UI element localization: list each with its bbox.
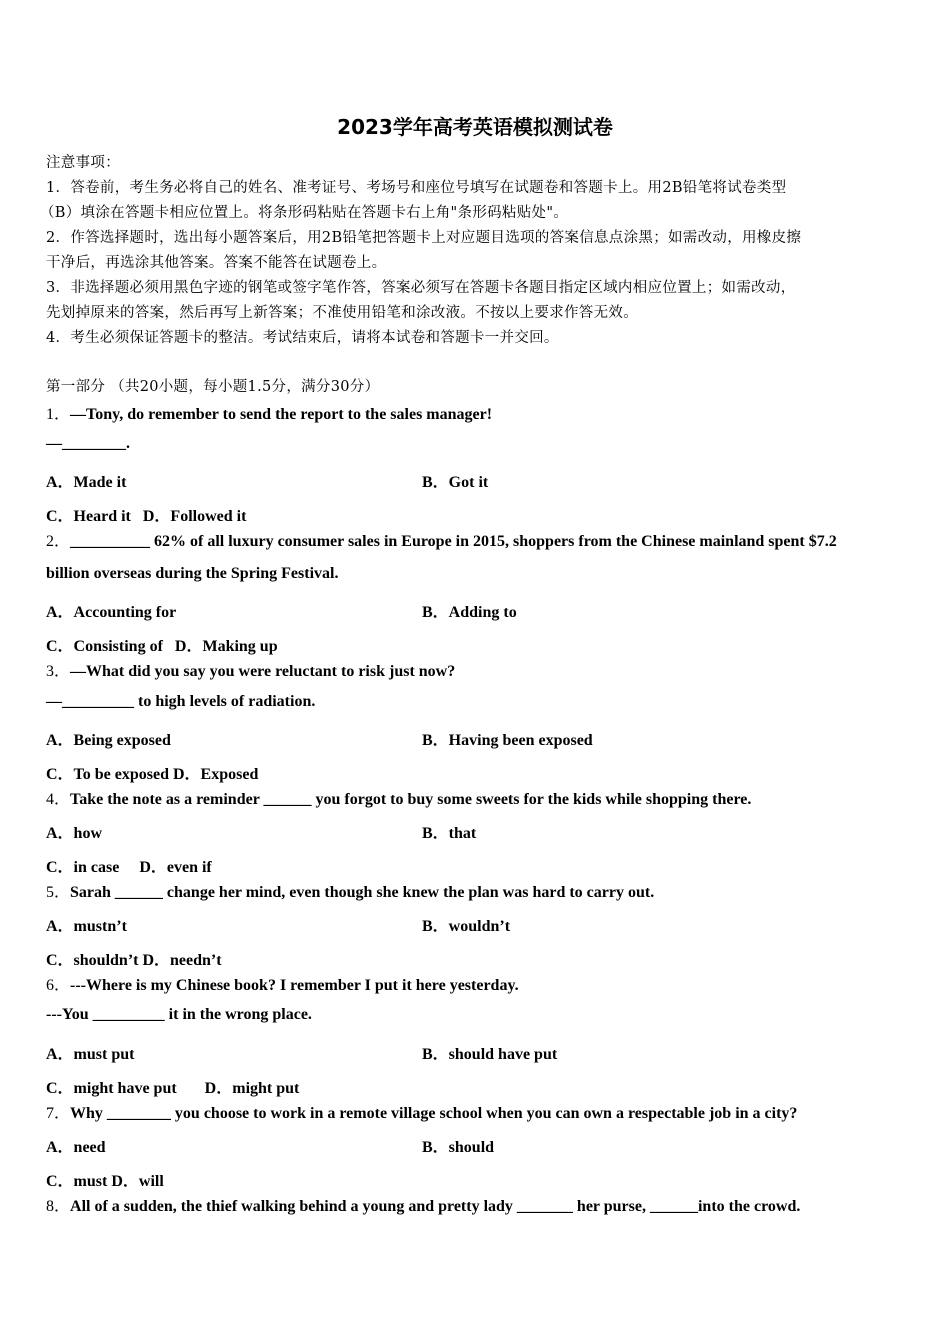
question-stem-line2: ---You _________ it in the wrong place. bbox=[46, 1006, 312, 1023]
question-stem: Sarah ______ change her mind, even though she knew the plan was hard to carry out. bbox=[70, 884, 655, 901]
question-7 bbox=[46, 1100, 797, 1123]
options-cd[interactable]: C．must D．will bbox=[46, 1173, 164, 1190]
options-ab bbox=[46, 820, 896, 843]
question-stem: —Tony, do remember to send the report to the sales manager! bbox=[70, 406, 493, 423]
option-a[interactable]: A．Made it bbox=[46, 474, 127, 491]
question-number: 6． bbox=[46, 977, 71, 994]
notes-line: 4．考生必须保证答题卡的整洁。考试结束后，请将本试卷和答题卡一并交回。 bbox=[46, 330, 559, 346]
option-b[interactable]: B．that bbox=[422, 825, 477, 842]
question-number: 8． bbox=[46, 1198, 71, 1215]
options-cd[interactable]: C．might have put D．might put bbox=[46, 1080, 300, 1097]
option-b[interactable]: B．wouldn’t bbox=[422, 918, 511, 935]
notes-line: （B）填涂在答题卡相应位置上。将条形码粘贴在答题卡右上角"条形码粘贴处"。 bbox=[40, 205, 569, 221]
notes-heading: 注意事项： bbox=[46, 155, 120, 171]
question-8 bbox=[46, 1193, 800, 1216]
option-b[interactable]: B．Having been exposed bbox=[422, 732, 593, 749]
question-number: 3． bbox=[46, 663, 71, 680]
option-a[interactable]: A．need bbox=[46, 1139, 106, 1156]
options-ab bbox=[46, 1041, 896, 1064]
question-5 bbox=[46, 879, 654, 902]
question-4 bbox=[46, 786, 751, 809]
question-number: 1． bbox=[46, 406, 71, 423]
option-a[interactable]: A．must put bbox=[46, 1046, 135, 1063]
option-b[interactable]: B．Got it bbox=[422, 474, 489, 491]
option-b[interactable]: B．Adding to bbox=[422, 604, 517, 621]
options-ab bbox=[46, 1134, 896, 1157]
options-cd[interactable]: C．Consisting of D．Making up bbox=[46, 638, 278, 655]
options-cd[interactable]: C．shouldn’t D．needn’t bbox=[46, 952, 222, 969]
notes-line: 3．非选择题必须用黑色字迹的钢笔或签字笔作答，答案必须写在答题卡各题目指定区域内相应位置上；如需改动， bbox=[46, 280, 796, 296]
question-1 bbox=[46, 401, 492, 424]
question-stem: All of a sudden, the thief walking behind a young and pretty lady _______ her purse, ______into the crowd. bbox=[70, 1198, 801, 1215]
question-stem: ---Where is my Chinese book? I remember I put it here yesterday. bbox=[70, 977, 519, 994]
question-3 bbox=[46, 658, 455, 681]
option-b[interactable]: B．should have put bbox=[422, 1046, 558, 1063]
question-stem-line2: —________. bbox=[46, 435, 130, 452]
question-number: 2． bbox=[46, 533, 71, 550]
options-ab bbox=[46, 599, 896, 622]
options-cd[interactable]: C．Heard it D．Followed it bbox=[46, 508, 247, 525]
question-number: 4． bbox=[46, 791, 71, 808]
notes-line: 1．答卷前，考生务必将自己的姓名、准考证号、考场号和座位号填写在试题卷和答题卡上。用2B铅笔将试卷类型 bbox=[46, 180, 787, 196]
question-stem: Why ________ you choose to work in a remote village school when you can own a respectable job in a city? bbox=[70, 1105, 798, 1122]
notes-line: 先划掉原来的答案，然后再写上新答案；不准使用铅笔和涂改液。不按以上要求作答无效。 bbox=[46, 305, 638, 321]
question-stem: —What did you say you were reluctant to risk just now? bbox=[70, 663, 456, 680]
question-stem: Take the note as a reminder ______ you forgot to buy some sweets for the kids while shopping there. bbox=[70, 791, 752, 808]
notes-line: 2．作答选择题时，选出每小题答案后，用2B铅笔把答题卡上对应题目选项的答案信息点涂黑；如需改动，用橡皮擦 bbox=[46, 230, 802, 246]
options-cd[interactable]: C．in case D．even if bbox=[46, 859, 212, 876]
question-number: 7． bbox=[46, 1105, 71, 1122]
options-ab bbox=[46, 469, 896, 492]
option-b[interactable]: B．should bbox=[422, 1139, 495, 1156]
question-number: 5． bbox=[46, 884, 71, 901]
options-ab bbox=[46, 913, 896, 936]
section-heading: 第一部分 （共20小题，每小题1.5分，满分30分） bbox=[46, 379, 380, 395]
question-stem: __________ 62% of all luxury consumer sales in Europe in 2015, shoppers from the Chinese mainland spent $7.2 bbox=[70, 533, 837, 550]
notes-line: 干净后，再选涂其他答案。答案不能答在试题卷上。 bbox=[46, 255, 387, 271]
question-stem-line2: billion overseas during the Spring Festival. bbox=[46, 565, 339, 582]
page-title: 2023学年高考英语模拟测试卷 bbox=[337, 115, 613, 139]
option-a[interactable]: A．Accounting for bbox=[46, 604, 177, 621]
options-cd[interactable]: C．To be exposed D．Exposed bbox=[46, 766, 259, 783]
option-a[interactable]: A．how bbox=[46, 825, 103, 842]
question-2 bbox=[46, 528, 837, 551]
question-6 bbox=[46, 972, 519, 995]
option-a[interactable]: A．mustn’t bbox=[46, 918, 127, 935]
option-a[interactable]: A．Being exposed bbox=[46, 732, 171, 749]
options-ab bbox=[46, 727, 896, 750]
question-stem-line2: —_________ to high levels of radiation. bbox=[46, 693, 316, 710]
